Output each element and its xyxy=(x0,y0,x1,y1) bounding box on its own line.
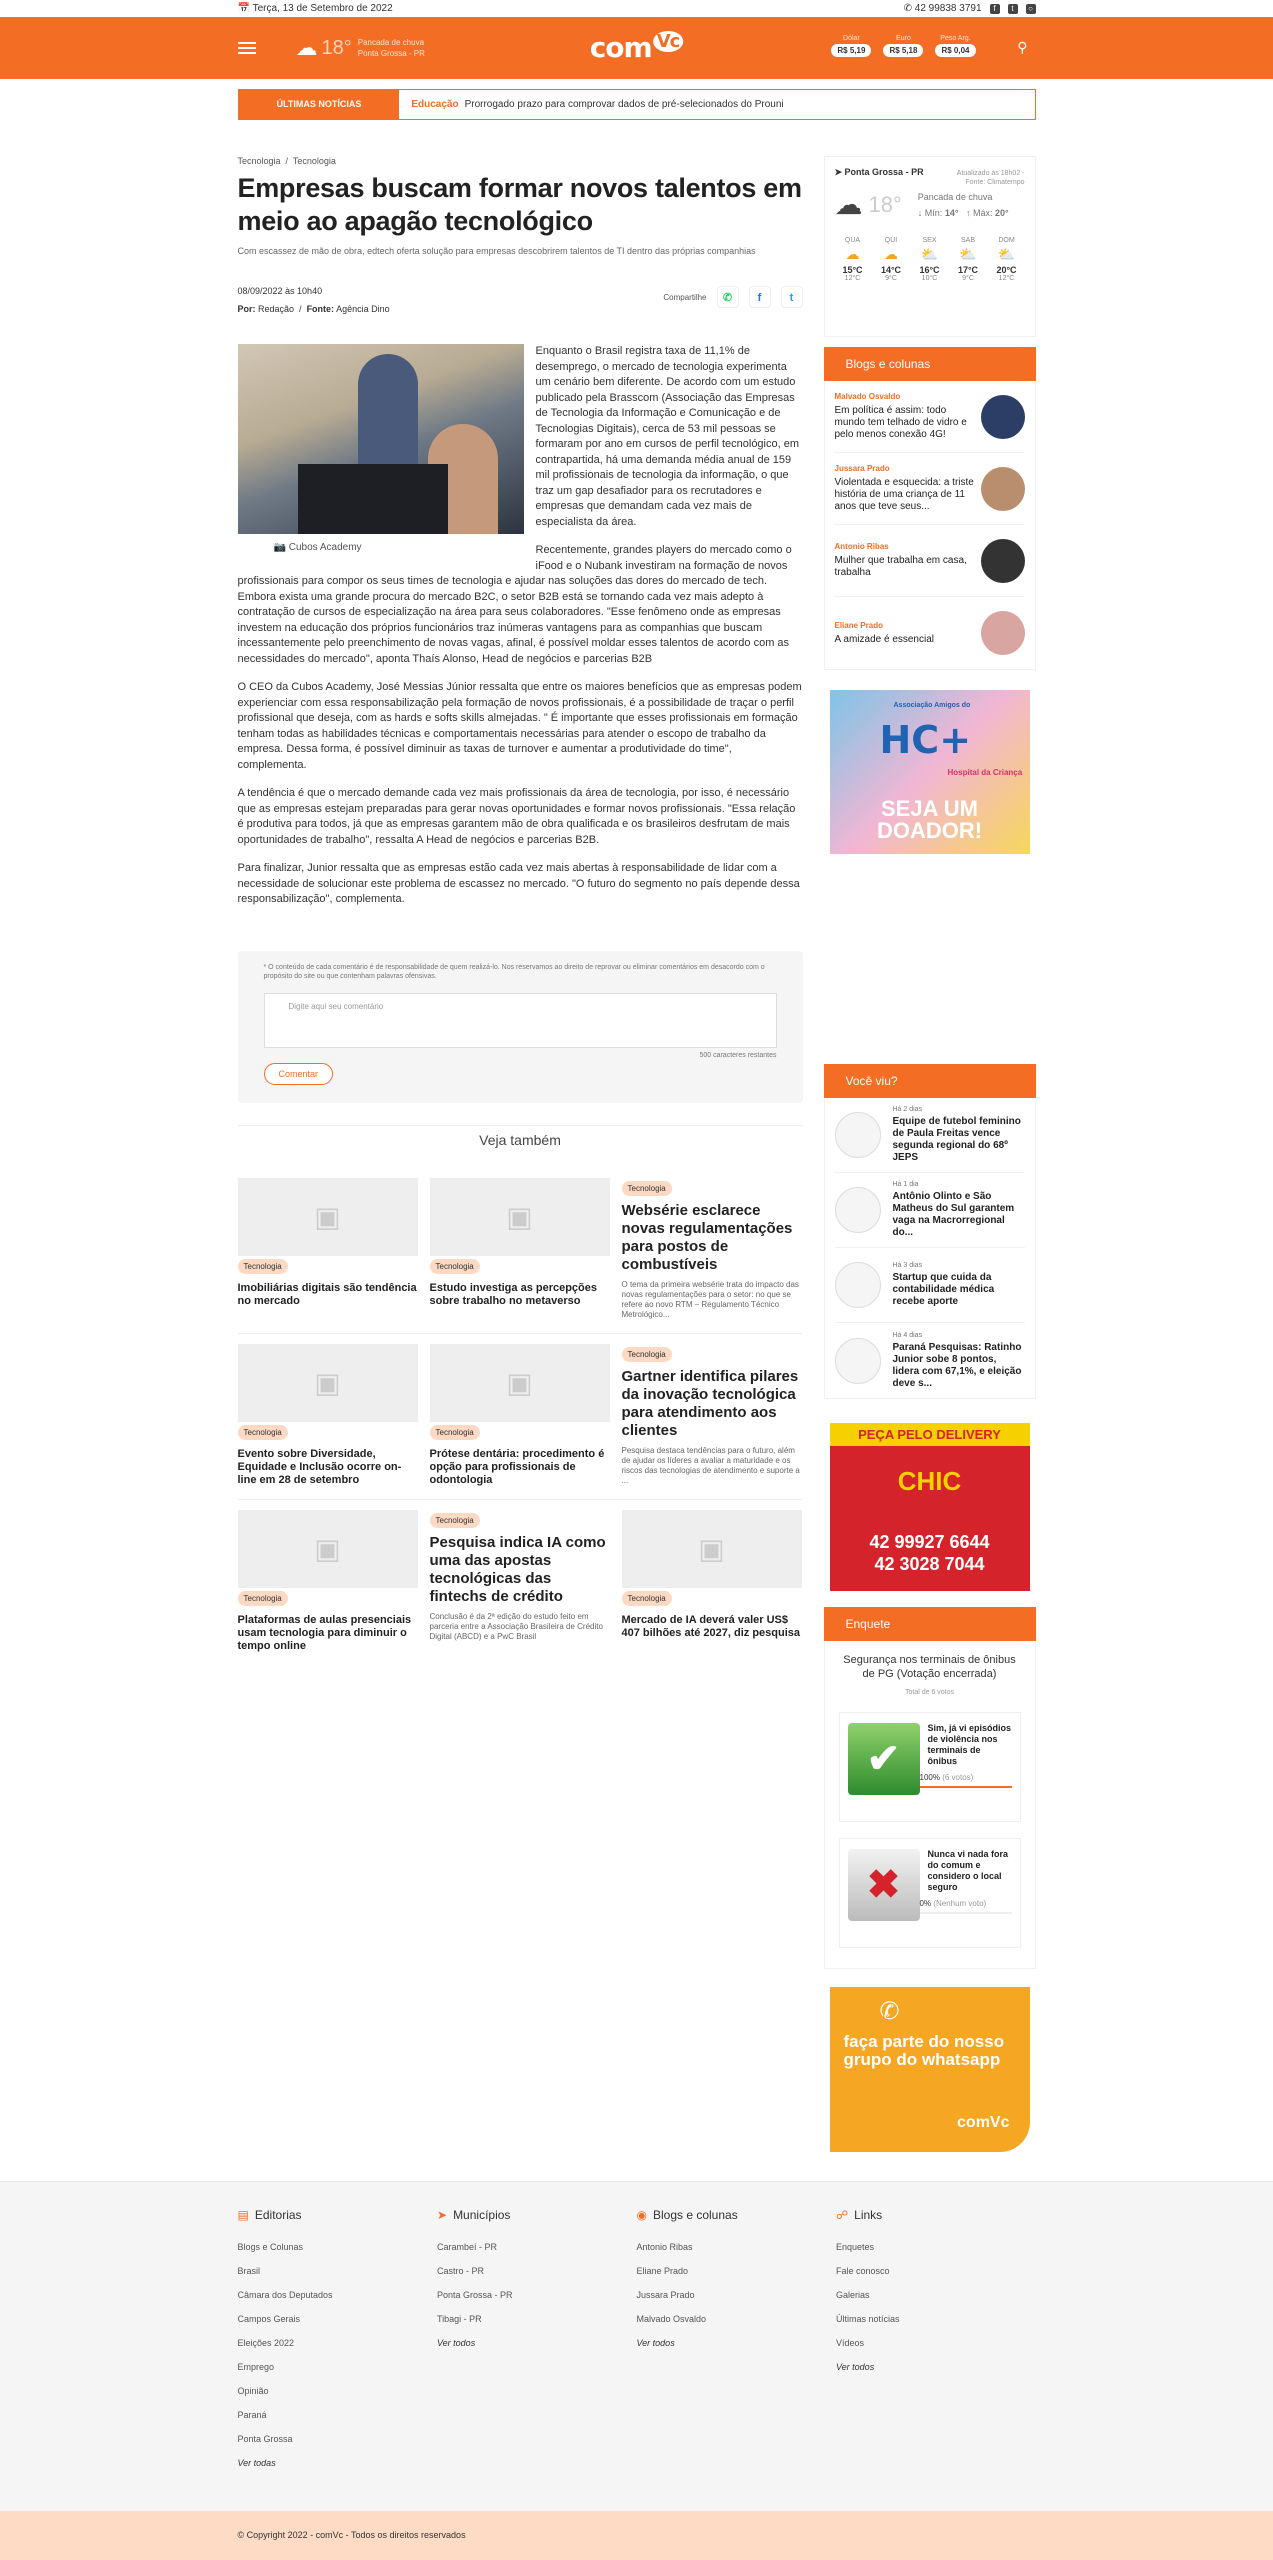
cloud-icon: ☁ xyxy=(884,246,898,262)
poll-bar xyxy=(920,1912,1012,1914)
footer-col-municipios: ➤ Municípios Carambeí - PR Castro - PR Ponta Grossa - PR Tibagi - PR Ver todos xyxy=(437,2208,513,2348)
delivery-ad-banner[interactable]: PEÇA PELO DELIVERY CHIC 42 99927 6644 42 3028 7044 xyxy=(830,1423,1030,1591)
avatar xyxy=(981,539,1025,583)
currency-quotes xyxy=(831,35,975,57)
paragraph: O CEO da Cubos Academy, José Messias Júnior ressalta que entre os maiores benefícios que as empresas podem experienciar com essa responsabilização pela formação de novos profissionais, é a possibilidade de traçar o perfil profissional que deseja, com as hards e softs skills almejadas. " É importante que esses profissionais em formação tenham todas as habilidades técnicas e comportamentais necessárias para atender o escopo de trabalho da empresa. Dessa forma, é possível diminuir as taxas de turnover e aumentar a produtividade do time", complementa. xyxy=(237,681,802,771)
poll-header: Enquete xyxy=(824,1607,1036,1641)
whatsapp-share-icon[interactable]: ✆ xyxy=(717,286,739,308)
whatsapp-icon: ✆ xyxy=(879,1998,900,2025)
top-bar xyxy=(0,0,1273,17)
quote-peso: Peso Arg. R$ 0,04 xyxy=(935,35,975,57)
image-placeholder-icon xyxy=(835,1187,881,1233)
related-card[interactable]: ▣ Tecnologia Prótese dentária: procedimento é opção para profissionais de odontologia xyxy=(430,1344,610,1499)
whatsapp-phone[interactable]: ✆ 42 99838 3791 xyxy=(903,3,982,14)
globe-icon: ◉ xyxy=(636,2208,647,2222)
quote-euro: Euro R$ 5,18 xyxy=(883,35,923,57)
breadcrumb: Tecnologia / Tecnologia xyxy=(237,156,336,166)
avatar xyxy=(981,395,1025,439)
partly-cloudy-icon: ⛅ xyxy=(997,246,1016,262)
header-weather xyxy=(296,35,425,61)
footer-col-links: ☍ Links Enquetes Fale conosco Galerias Últimas notícias Vídeos Ver todos xyxy=(836,2208,900,2372)
article-date: 08/09/2022 às 10h40 xyxy=(237,286,323,296)
rain-cloud-icon: ☁ xyxy=(834,189,863,220)
avatar xyxy=(981,467,1025,511)
page-title: Empresas buscam formar novos talentos em meio ao apagão tecnológico xyxy=(237,173,802,236)
list-item[interactable]: Há 4 dias Paraná Pesquisas: Ratinho Junior sobe 8 pontos, lidera com 67,1%, e eleição deve s... xyxy=(835,1323,1025,1398)
comment-button[interactable]: Comentar xyxy=(264,1063,334,1085)
paragraph: Para finalizar, Junior ressalta que as empresas estão cada vez mais abertas à responsabilidade de lidar com a necessidade de solucionar este problema de escassez no mercado. "O futuro do segmento no país depende dessa responsabilização", complementa. xyxy=(237,862,800,905)
related-grid xyxy=(238,1178,803,1665)
image-placeholder-icon[interactable] xyxy=(622,1510,802,1588)
news-ticker[interactable] xyxy=(238,89,1036,120)
related-card[interactable]: Tecnologia Pesquisa indica IA como uma das apostas tecnológicas das fintechs de crédito Conclusão é da 2ª edição do estudo feito em parceria entre a Associação Brasileira de Crédito Digital (ABCD) e a PwC Brasil xyxy=(430,1510,610,1665)
link-icon: ☍ xyxy=(836,2208,849,2222)
forecast-day: QUA ☁ 15°C 12°C xyxy=(835,237,871,282)
site-header xyxy=(0,17,1273,79)
related-card[interactable]: Tecnologia Gartner identifica pilares da inovação tecnológica para atendimento aos clientes Pesquisa destaca tendências para o futuro, além de ajudar os líderes a avaliar a maturidade e os riscos das tecnologias de atendimento e suporte a ... xyxy=(622,1344,802,1499)
image-placeholder-icon[interactable] xyxy=(238,1510,418,1588)
article-column xyxy=(238,156,803,2152)
related-card[interactable]: ▣ Tecnologia Imobiliárias digitais são tendência no mercado xyxy=(238,1178,418,1333)
image-placeholder-icon[interactable] xyxy=(430,1344,610,1422)
compass-icon: ➤ xyxy=(437,2208,448,2222)
blogs-header: Blogs e colunas xyxy=(824,347,1036,381)
menu-icon[interactable] xyxy=(238,42,256,54)
blog-item[interactable]: Eliane Prado A amizade é essencial xyxy=(835,597,1025,669)
related-card[interactable]: ▣ Tecnologia Evento sobre Diversidade, Equidade e Inclusão ocorre on-line em 28 de setembro xyxy=(238,1344,418,1499)
newspaper-icon: ▤ xyxy=(237,2208,249,2222)
facebook-share-icon[interactable]: f xyxy=(749,286,771,308)
share-label: Compartilhe xyxy=(663,292,707,302)
copyright-text: © Copyright 2022 - comVc - Todos os direitos reservados xyxy=(237,2530,466,2540)
poll-question: Segurança nos terminais de ônibus de PG (Votação encerrada) xyxy=(843,1654,1016,1680)
image-placeholder-icon xyxy=(835,1112,881,1158)
related-card[interactable]: ▣ Tecnologia Estudo investiga as percepções sobre trabalho no metaverso xyxy=(430,1178,610,1333)
related-card[interactable]: Tecnologia Websérie esclarece novas regulamentações para postos de combustíveis O tema da primeira websérie trata do impacto das novas regulamentações para o setor: no que se refere ao novo RTM – Regulamento Técnico Metrológico... xyxy=(622,1178,802,1333)
poll-total: Total de 6 votos xyxy=(904,1689,955,1696)
comment-input[interactable]: Digite aqui seu comentário xyxy=(264,993,777,1048)
paragraph: Recentemente, grandes players do mercado como o iFood e o Nubank investiram na formação de novos profissionais para compor os seus times de tecnologia e ajudar nas soluções das dores do mercado de tech. Embora exista uma grande procura do mercado B2C, o setor B2B está se tornando cada vez mais adepto à contratação de cursos de especialização na área para seus colaboradores. "Esse fenômeno onde as empresas investem na educação dos próprios funcionários traz inúmeras vantagens para as companhias que buscam incessantemente pelo preenchimento de novas vagas, afinal, é possível moldar esses talentos de acordo com as necessidades do mercado", aponta Thaís Alonso, Head de negócios e parcerias B2B xyxy=(237,544,792,665)
site-footer xyxy=(0,2181,1273,2511)
header-weather-city: Ponta Grossa - PR xyxy=(357,49,425,58)
poll-bar xyxy=(920,1786,1012,1788)
header-temp: 18° xyxy=(321,36,352,59)
current-date: 📅 Terça, 13 de Setembro de 2022 xyxy=(237,3,393,14)
poll xyxy=(824,1641,1036,1969)
image-placeholder-icon xyxy=(835,1262,881,1308)
image-placeholder-icon[interactable] xyxy=(238,1178,418,1256)
comment-note: * O conteúdo de cada comentário é de responsabilidade de quem realizá-lo. Nos reservamos ao direito de reprovar ou eliminar comentários em desacordo com o propósito do site ou que contenham palavras ofensivas. xyxy=(263,963,765,980)
article-photo[interactable] xyxy=(238,344,524,534)
related-card[interactable]: ▣ Tecnologia Mercado de IA deverá valer US$ 407 bilhões até 2027, diz pesquisa xyxy=(622,1510,802,1665)
list-item[interactable]: Há 2 dias Equipe de futebol feminino de Paula Freitas vence segunda regional do 68º JEPS xyxy=(835,1098,1025,1173)
search-icon[interactable]: ⚲ xyxy=(1017,39,1028,55)
weather-temp: 18° xyxy=(868,191,902,217)
sidebar xyxy=(824,156,1036,2152)
related-title: Veja também xyxy=(238,1125,803,1148)
blogs-list xyxy=(824,381,1036,670)
paragraph: A tendência é que o mercado demande cada vez mais profissionais da área de tecnologia, por isso, é necessário que as empresas estejam preparadas para gerar novas oportunidades e formar novos profissionais. "Essa relação é produtiva para todos, já que as empresas garantem mão de obra qualificada e os brasileiros desfrutam de mais oportunidades de trabalho", ressalta A Head de negócios e parcerias B2B. xyxy=(237,787,796,846)
forecast xyxy=(835,237,1025,282)
article-byline: Por: Redação / Fonte: Agência Dino xyxy=(237,304,390,314)
footer-col-blogs: ◉ Blogs e colunas Antonio Ribas Eliane Prado Jussara Prado Malvado Osvaldo Ver todos xyxy=(636,2208,738,2348)
whatsapp-group-ad[interactable]: ✆ faça parte do nosso grupo do whatsapp comVc xyxy=(830,1987,1030,2152)
twitter-share-icon[interactable]: t xyxy=(781,286,803,308)
check-icon: ✔ xyxy=(848,1723,920,1795)
voce-viu-list xyxy=(824,1098,1036,1399)
cloud-icon: ☁ xyxy=(845,246,860,262)
blog-item[interactable]: Malvado Osvaldo Em política é assim: todo mundo tem telhado de vidro e pelo menos conexão 4G! xyxy=(835,381,1025,453)
blog-item[interactable]: Jussara Prado Violentada e esquecida: a triste história de uma criança de 11 anos que teve seus... xyxy=(835,453,1025,525)
ticker-headline[interactable]: Prorrogado prazo para comprovar dados de pré-selecionados do Prouni xyxy=(464,99,784,110)
twitter-icon[interactable]: t xyxy=(1008,4,1018,14)
facebook-icon[interactable]: f xyxy=(990,4,1000,14)
forecast-day: QUI ☁ 14°C 9°C xyxy=(873,237,909,282)
comment-form xyxy=(238,951,803,1103)
cloud-icon: ☁ xyxy=(295,35,318,60)
partly-cloudy-icon: ⛅ xyxy=(920,246,939,262)
poll-option[interactable]: ✔ Sim, já vi episódios de violência nos terminais de ônibus 100% (6 votos) xyxy=(839,1712,1021,1822)
partly-cloudy-icon: ⛅ xyxy=(959,246,977,262)
avatar xyxy=(981,611,1025,655)
site-logo[interactable]: com Vc xyxy=(590,31,684,64)
hospital-ad-banner[interactable]: Associação Amigos do HC+ Hospital da Criança SEJA UM DOADOR! xyxy=(830,690,1030,854)
ticker-category[interactable]: Educação xyxy=(411,99,459,110)
char-count: 500 caracteres restantes xyxy=(699,1051,777,1059)
article-figure xyxy=(238,344,524,556)
paragraph: Enquanto o Brasil registra taxa de 11,1% de desemprego, o mercado de tecnologia experimenta um cenário bem diferente. De acordo com um estudo publicado pela Brasscom (Associação das Empresas de Tecnologia da Informação e Comunicação e de Tecnologias Digitais), cerca de 53 mil pessoas se formaram por ano em cursos de perfil tecnológico, em contrapartida, há uma demanda média anual de 159 mil profissionais de tecnologia da informação, o que traz um gap desafiador para os recrutadores e empresas que demandam cada vez mais de especialista da área. xyxy=(535,345,800,528)
image-placeholder-icon[interactable] xyxy=(238,1344,418,1422)
weather-widget: ➤ Ponta Grossa - PR Atualizado às 18h02 - Fonte: Climatempo ☁ 18° Pancada de chuva ↓ Mín: 14° ↑ Máx: 20° QUA ☁ 15°C 12°C QUI ☁ 14°C 9°C SEX ⛅ 16°C 10°C SAB ⛅ 17°C 9°C DOM ⛅ 20°C 12°C xyxy=(824,156,1036,337)
forecast-day: SAB ⛅ 17°C 9°C xyxy=(950,237,986,282)
copyright-bar xyxy=(0,2511,1273,2560)
forecast-day: DOM ⛅ 20°C 12°C xyxy=(989,237,1025,282)
blog-item[interactable]: Antonio Ribas Mulher que trabalha em casa, trabalha xyxy=(835,525,1025,597)
header-weather-desc: Pancada de chuva xyxy=(357,38,425,47)
quote-dolar: Dólar R$ 5,19 xyxy=(831,35,871,57)
instagram-icon[interactable]: ○ xyxy=(1026,4,1036,14)
photo-caption: 📷 Cubos Academy xyxy=(273,542,362,553)
footer-col-editorias: ▤ Editorias Blogs e Colunas Brasil Câmara dos Deputados Campos Gerais Eleições 2022 Emprego Opinião Paraná Ponta Grossa Ver todas xyxy=(237,2208,333,2468)
article-subtitle: Com escassez de mão de obra, edtech oferta solução para empresas descobrirem talentos de TI dentro das próprias companhias xyxy=(237,246,756,256)
article-body xyxy=(238,344,803,921)
list-item[interactable]: Há 3 dias Startup que cuida da contabilidade médica recebe aporte xyxy=(835,1248,1025,1323)
poll-option[interactable]: ✖ Nunca vi nada fora do comum e considero o local seguro 0% (Nenhum voto) xyxy=(839,1838,1021,1948)
related-card[interactable]: ▣ Tecnologia Plataformas de aulas presenciais usam tecnologia para diminuir o tempo online xyxy=(238,1510,418,1665)
ticker-label: ÚLTIMAS NOTÍCIAS xyxy=(239,90,400,119)
image-placeholder-icon[interactable] xyxy=(430,1178,610,1256)
image-placeholder-icon xyxy=(835,1338,881,1384)
share-bar xyxy=(663,286,802,308)
list-item[interactable]: Há 1 dia Antônio Olinto e São Matheus do Sul garantem vaga na Macrorregional do... xyxy=(835,1173,1025,1248)
forecast-day: SEX ⛅ 16°C 10°C xyxy=(912,237,948,282)
weather-city: ➤ Ponta Grossa - PR xyxy=(834,167,924,177)
voce-viu-header: Você viu? xyxy=(824,1064,1036,1098)
x-icon: ✖ xyxy=(848,1849,920,1921)
